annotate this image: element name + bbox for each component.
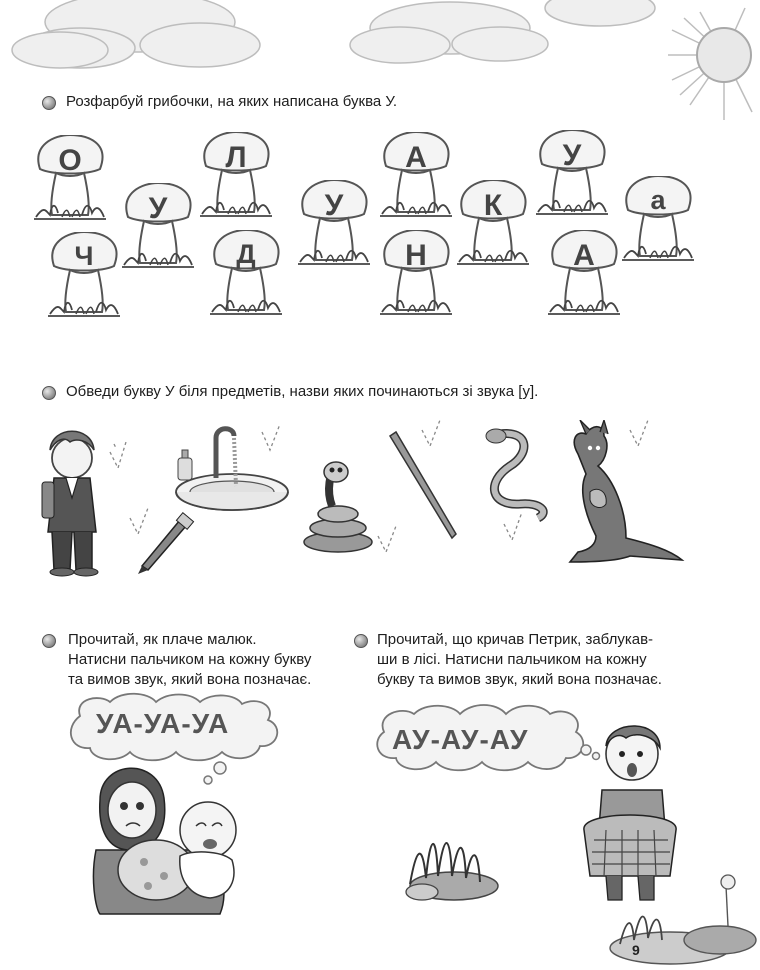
mushroom-letter: У: [148, 192, 168, 225]
mushroom-letter: У: [324, 189, 344, 222]
grass-stones-icon: [406, 843, 498, 900]
sink-icon: [176, 429, 288, 510]
mushroom[interactable]: [198, 132, 274, 222]
task-bullet: [42, 96, 56, 110]
cloud-icon: [350, 2, 548, 63]
dotted-letter-u-icon: [378, 526, 396, 552]
mushroom-letter: Л: [225, 141, 247, 174]
objects-illustration: [30, 420, 710, 580]
sun-icon: [668, 8, 752, 120]
snake-icon: [304, 462, 372, 552]
mushroom-letter: У: [562, 139, 582, 172]
task-bullet: [42, 386, 56, 400]
mushroom[interactable]: [378, 230, 454, 320]
serpent-icon: [486, 429, 543, 518]
mushroom[interactable]: [32, 135, 108, 225]
mushroom[interactable]: [296, 180, 372, 270]
mushroom-letter: Ч: [74, 241, 94, 271]
page-number: 9: [632, 942, 640, 958]
task-boy-line: Прочитай, що кричав Петрик, заблукав-: [377, 631, 654, 648]
task-objects-instruction: Обведи букву У біля предметів, назви яких починаються зі звука [у].: [66, 383, 539, 400]
dotted-letter-u-icon: [422, 420, 440, 446]
cloud-icon: [545, 0, 655, 26]
task-boy-text: [377, 630, 662, 690]
pointer-stick-icon: [390, 432, 456, 538]
task-baby-line: Прочитай, як плаче малюк.: [68, 631, 257, 648]
task-baby-line: та вимов звук, який вона позначає.: [68, 671, 312, 688]
task-mushrooms-instruction: Розфарбуй грибочки, на яких написана буква У.: [66, 93, 398, 110]
dotted-letter-u-icon: [630, 420, 648, 446]
mushroom-letter: Н: [405, 239, 427, 272]
boy-with-basket-icon: [584, 726, 676, 900]
task-baby-text: [68, 630, 311, 690]
task-boy-line: ши в лісі. Натисни пальчиком на кожну: [377, 651, 647, 668]
baby-cry-bubble-text: УА-УА-УА: [96, 708, 230, 739]
boy-student-icon: [42, 431, 98, 576]
mushroom[interactable]: [455, 180, 531, 270]
mushroom[interactable]: [46, 232, 122, 322]
mushroom[interactable]: [534, 130, 610, 220]
task-boy-line: букву та вимов звук, який вона позначає.: [377, 671, 662, 688]
mushroom-letter: А: [573, 239, 595, 272]
dotted-letter-u-icon: [110, 442, 126, 468]
task-bullet: [42, 634, 56, 648]
dotted-letter-u-icon: [130, 508, 148, 534]
dotted-letter-u-icon: [504, 512, 522, 540]
pen-icon: [138, 513, 194, 574]
mushroom-letter: О: [58, 144, 82, 177]
mushroom[interactable]: [208, 230, 284, 320]
mushroom-letter: А: [405, 141, 427, 174]
mushroom[interactable]: [378, 132, 454, 222]
mushroom[interactable]: [620, 176, 696, 266]
cloud-icon: [12, 32, 108, 68]
mushroom[interactable]: [546, 230, 622, 320]
mushroom-letter: а: [650, 185, 666, 215]
mushroom-letter: К: [483, 189, 503, 222]
kangaroo-icon: [570, 420, 682, 562]
dotted-letter-u-icon: [262, 424, 280, 450]
mushroom-letter: Д: [236, 239, 256, 269]
mushroom[interactable]: [120, 183, 196, 273]
task-bullet: [354, 634, 368, 648]
task-baby-line: Натисни пальчиком на кожну букву: [68, 651, 312, 668]
boy-call-bubble-text: АУ-АУ-АУ: [392, 724, 529, 755]
